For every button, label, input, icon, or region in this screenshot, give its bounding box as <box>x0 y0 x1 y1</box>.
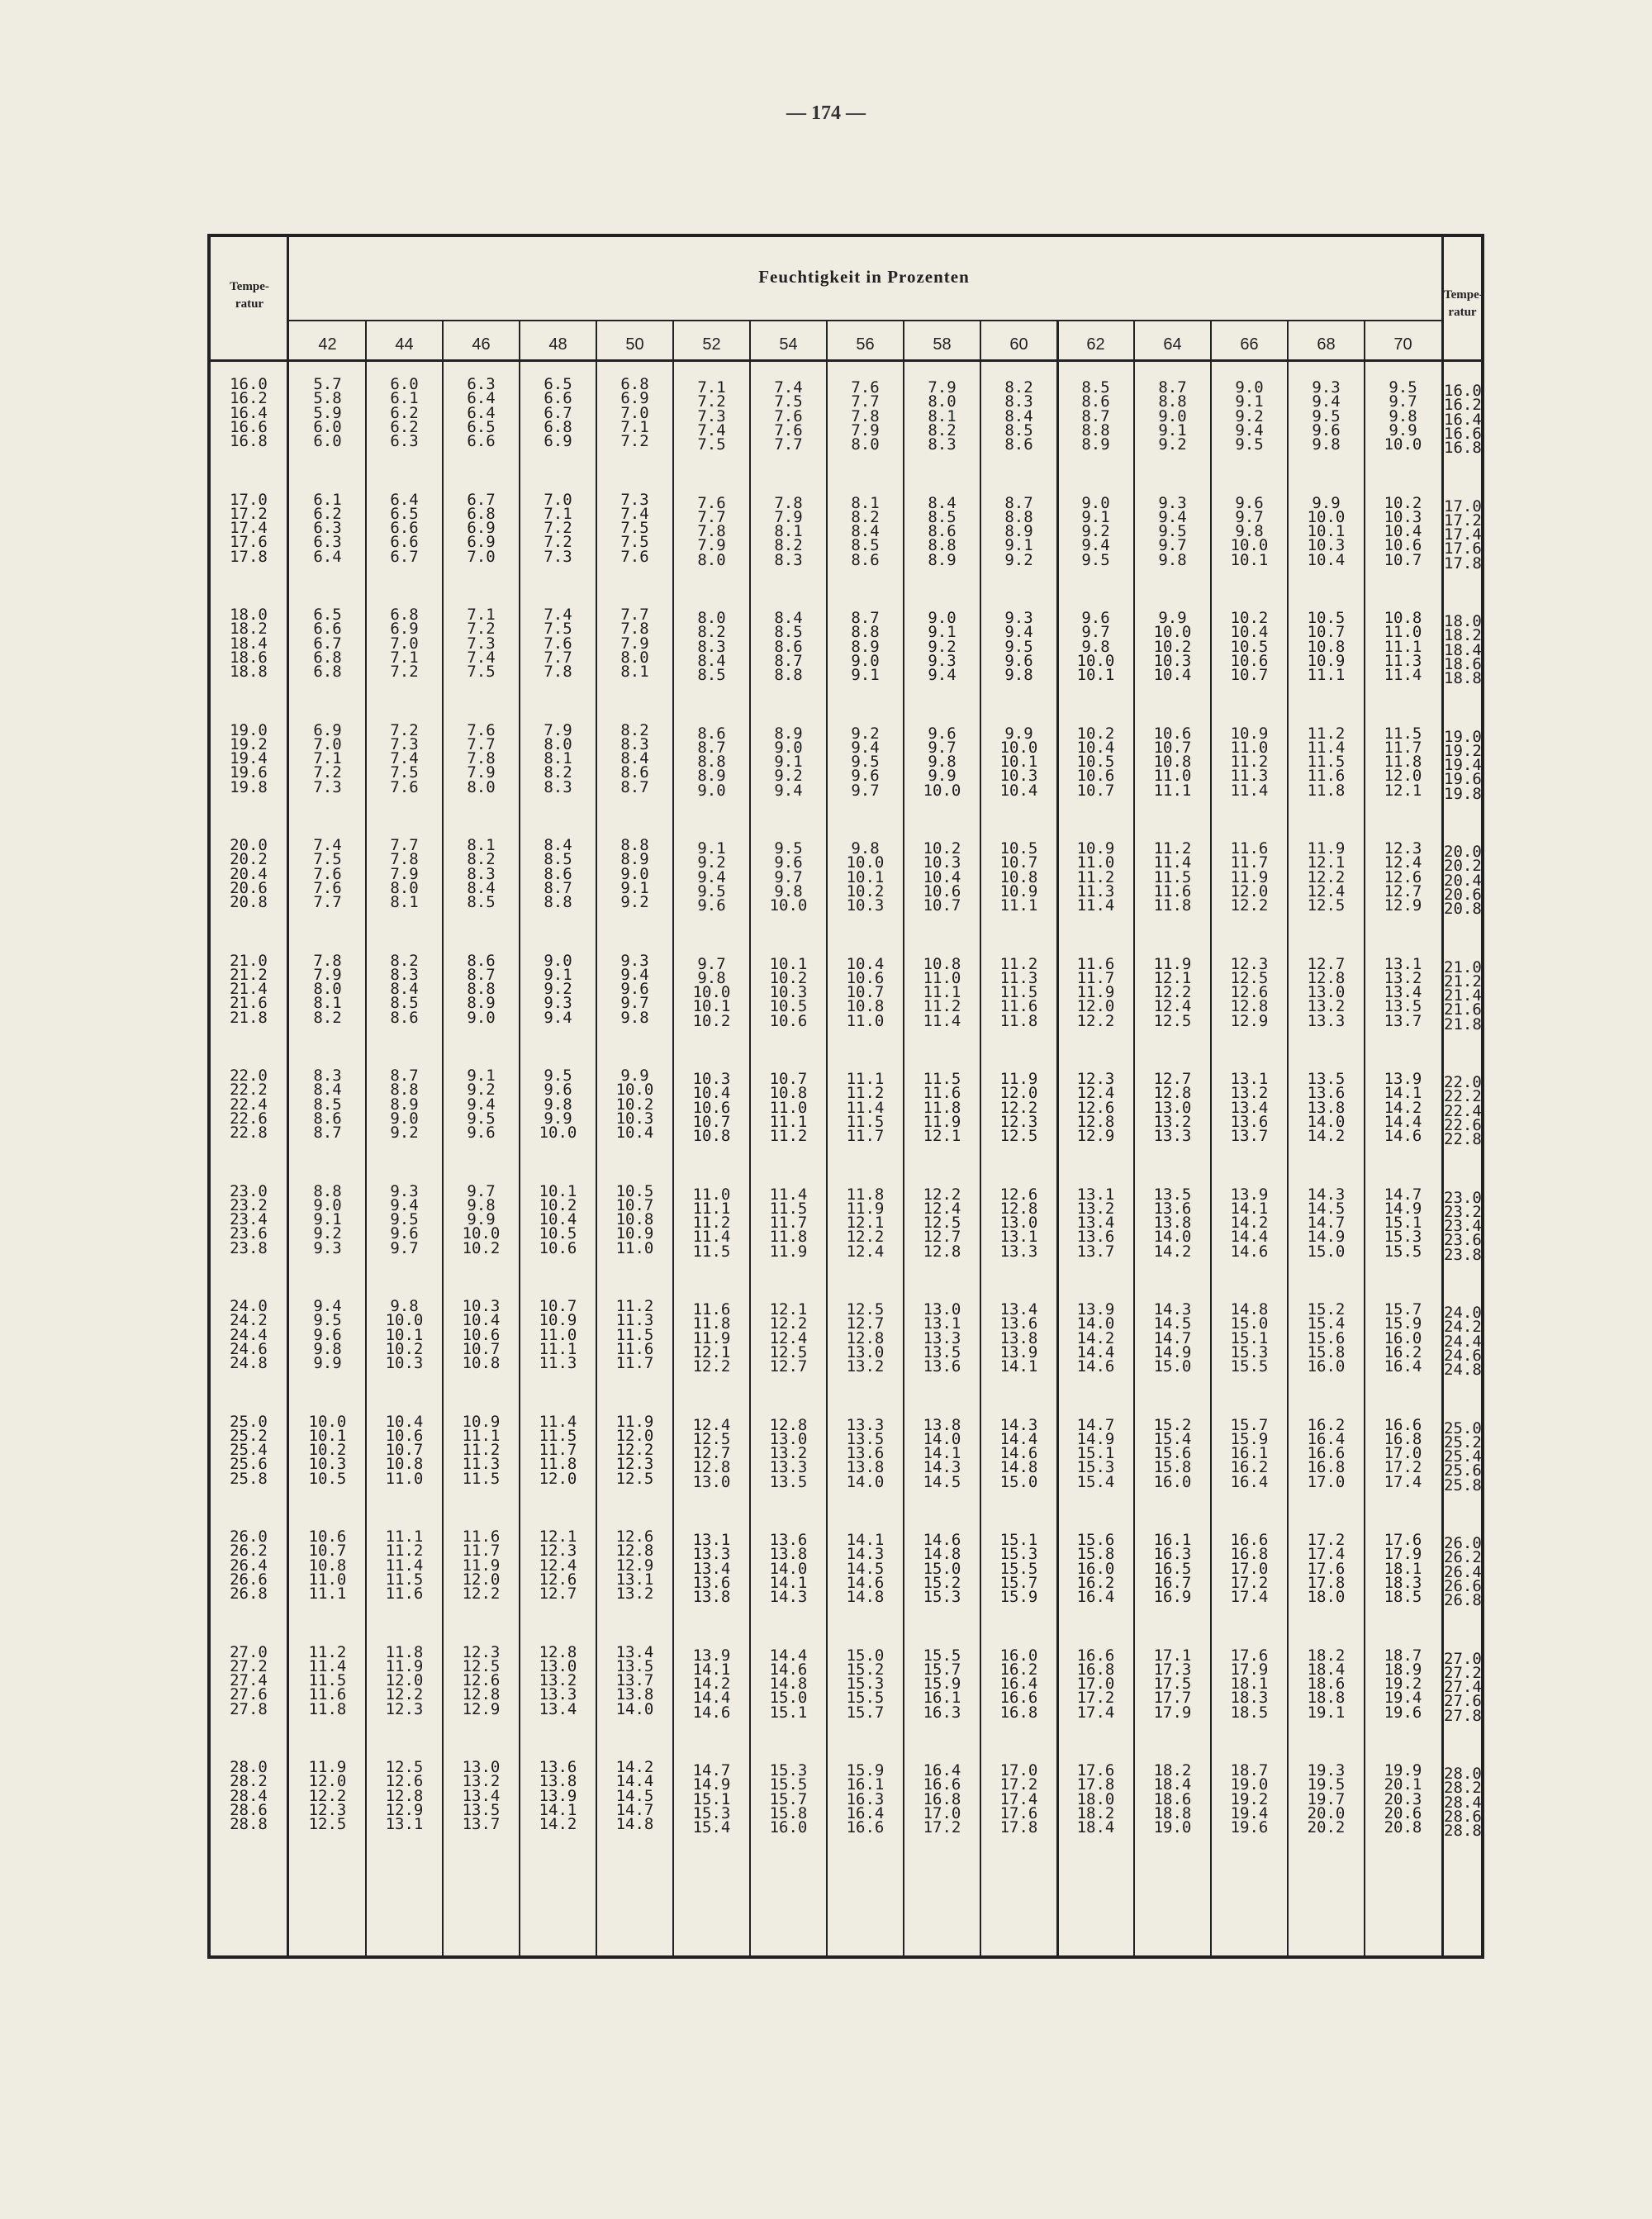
value-block: 7.2 7.3 7.4 7.5 7.6 <box>390 720 419 796</box>
value-block: 11.9 12.0 12.2 12.3 12.5 <box>615 1412 654 1488</box>
value-block: 12.6 12.8 13.0 13.1 13.3 <box>999 1185 1038 1261</box>
value-block: 10.5 10.7 10.8 10.9 11.1 <box>1307 609 1346 685</box>
page-number: — 174 — <box>786 102 866 124</box>
value-block: 9.3 9.4 9.5 9.6 9.8 <box>1312 378 1341 454</box>
temperature-block-right: 18.0 18.2 18.4 18.6 18.8 <box>1444 612 1482 688</box>
temperature-label-left-text: Tempe- ratur <box>230 280 269 311</box>
value-block: 8.1 8.2 8.3 8.4 8.5 <box>467 836 496 912</box>
value-block: 12.8 13.0 13.2 13.3 13.4 <box>539 1642 577 1718</box>
value-block: 9.3 9.4 9.6 9.7 9.8 <box>620 951 649 1027</box>
value-block: 6.5 6.6 6.7 6.8 6.8 <box>313 606 342 682</box>
value-block: 11.9 12.1 12.2 12.4 12.5 <box>1307 839 1346 915</box>
value-block: 11.5 11.6 11.8 11.9 12.1 <box>923 1070 961 1146</box>
temperature-block-right: 17.0 17.2 17.4 17.6 17.8 <box>1444 497 1482 573</box>
column-header-50: 50 <box>625 335 644 354</box>
temperature-block-left: 21.0 21.2 21.4 21.6 21.8 <box>230 951 268 1027</box>
value-block: 13.0 13.1 13.3 13.5 13.6 <box>923 1300 961 1376</box>
value-block: 10.3 10.4 10.6 10.7 10.8 <box>462 1297 501 1373</box>
value-block: 8.2 8.3 8.4 8.6 8.7 <box>620 720 649 796</box>
value-block: 13.9 14.1 14.2 14.4 14.6 <box>1384 1070 1422 1146</box>
value-block: 6.9 7.0 7.1 7.2 7.3 <box>313 720 342 796</box>
value-block: 9.0 9.1 9.2 9.3 9.4 <box>544 951 572 1027</box>
value-block: 12.7 12.8 13.0 13.2 13.3 <box>1153 1070 1192 1146</box>
value-block: 7.7 7.8 7.9 8.0 8.1 <box>390 836 419 912</box>
temperature-block-right: 22.0 22.2 22.4 22.6 22.8 <box>1444 1073 1482 1149</box>
value-block: 13.1 13.3 13.4 13.6 13.8 <box>692 1531 731 1607</box>
value-block: 7.4 7.5 7.6 7.6 7.7 <box>774 378 803 454</box>
temperature-block-right: 24.0 24.2 24.4 24.6 24.8 <box>1444 1304 1482 1380</box>
value-block: 13.3 13.5 13.6 13.8 14.0 <box>846 1415 885 1491</box>
value-block: 8.2 8.3 8.4 8.5 8.6 <box>1004 378 1033 454</box>
value-block: 14.2 14.4 14.5 14.7 14.8 <box>615 1758 654 1834</box>
value-block: 9.8 10.0 10.1 10.2 10.3 <box>846 839 885 915</box>
temperature-block-left: 24.0 24.2 24.4 24.6 24.8 <box>230 1297 268 1373</box>
temperature-block-left: 22.0 22.2 22.4 22.6 22.8 <box>230 1067 268 1143</box>
value-block: 10.1 10.2 10.3 10.5 10.6 <box>769 954 808 1030</box>
value-block: 11.2 11.4 11.5 11.6 11.8 <box>308 1642 347 1718</box>
value-block: 7.9 8.0 8.1 8.2 8.3 <box>928 378 957 454</box>
value-block: 10.9 11.0 11.2 11.3 11.4 <box>1230 724 1269 800</box>
value-block: 12.5 12.7 12.8 13.0 13.2 <box>846 1300 885 1376</box>
value-block: 13.1 13.2 13.4 13.5 13.7 <box>1384 954 1422 1030</box>
value-block: 5.7 5.8 5.9 6.0 6.0 <box>313 375 342 451</box>
value-block: 8.7 8.8 9.0 9.1 9.2 <box>1158 378 1187 454</box>
value-block: 16.0 16.2 16.4 16.6 16.8 <box>999 1646 1038 1722</box>
value-block: 8.8 9.0 9.1 9.2 9.3 <box>313 1181 342 1257</box>
value-block: 7.9 8.0 8.1 8.2 8.3 <box>544 720 572 796</box>
value-block: 9.5 9.6 9.8 9.9 10.0 <box>539 1067 577 1143</box>
value-block: 6.4 6.5 6.6 6.6 6.7 <box>390 490 419 566</box>
temperature-label-right <box>1444 287 1481 321</box>
value-block: 10.0 10.1 10.2 10.3 10.5 <box>308 1412 347 1488</box>
temperature-block-right: 25.0 25.2 25.4 25.6 25.8 <box>1444 1418 1482 1494</box>
value-block: 10.4 10.6 10.7 10.8 11.0 <box>385 1412 424 1488</box>
value-block: 7.4 7.5 7.6 7.6 7.7 <box>313 836 342 912</box>
value-block: 10.1 10.2 10.4 10.5 10.6 <box>539 1181 577 1257</box>
value-block: 16.1 16.3 16.5 16.7 16.9 <box>1153 1531 1192 1607</box>
value-block: 13.5 13.6 13.8 14.0 14.2 <box>1153 1185 1192 1261</box>
value-block: 14.8 15.0 15.1 15.3 15.5 <box>1230 1300 1269 1376</box>
value-block: 8.4 8.5 8.6 8.7 8.8 <box>774 609 803 685</box>
value-block: 16.6 16.8 17.0 17.2 17.4 <box>1384 1415 1422 1491</box>
value-block: 12.3 12.4 12.6 12.8 12.9 <box>1076 1070 1115 1146</box>
column-header-56: 56 <box>856 335 875 354</box>
value-block: 11.6 11.7 11.9 12.0 12.2 <box>1230 839 1269 915</box>
value-block: 8.9 9.0 9.1 9.2 9.4 <box>774 724 803 800</box>
value-block: 18.2 18.4 18.6 18.8 19.1 <box>1307 1646 1346 1722</box>
value-block: 13.9 14.0 14.2 14.4 14.6 <box>1076 1300 1115 1376</box>
value-block: 12.3 12.4 12.6 12.7 12.9 <box>1384 839 1422 915</box>
value-block: 12.8 13.0 13.2 13.3 13.5 <box>769 1415 808 1491</box>
value-block: 12.3 12.5 12.6 12.8 12.9 <box>462 1642 501 1718</box>
value-block: 7.1 7.2 7.3 7.4 7.5 <box>467 606 496 682</box>
value-block: 9.9 10.0 10.2 10.3 10.4 <box>615 1067 654 1143</box>
temperature-block-left: 17.0 17.2 17.4 17.6 17.8 <box>230 490 268 566</box>
value-block: 8.4 8.5 8.6 8.7 8.8 <box>544 836 572 912</box>
value-block: 19.3 19.5 19.7 20.0 20.2 <box>1307 1761 1346 1837</box>
temperature-block-left: 18.0 18.2 18.4 18.6 18.8 <box>230 606 268 682</box>
value-block: 17.0 17.2 17.4 17.6 17.8 <box>999 1761 1038 1837</box>
value-block: 13.1 13.2 13.4 13.6 13.7 <box>1076 1185 1115 1261</box>
value-block: 17.2 17.4 17.6 17.8 18.0 <box>1307 1531 1346 1607</box>
value-block: 10.9 11.0 11.2 11.3 11.4 <box>1076 839 1115 915</box>
value-block: 8.4 8.5 8.6 8.8 8.9 <box>928 493 957 569</box>
value-block: 11.4 11.5 11.7 11.8 11.9 <box>769 1185 808 1261</box>
value-block: 6.8 6.9 7.0 7.1 7.2 <box>390 606 419 682</box>
value-block: 10.9 11.1 11.2 11.3 11.5 <box>462 1412 501 1488</box>
value-block: 11.2 11.3 11.5 11.6 11.8 <box>999 954 1038 1030</box>
value-block: 10.2 10.3 10.4 10.6 10.7 <box>1384 493 1422 569</box>
value-block: 7.6 7.7 7.8 7.9 8.0 <box>467 720 496 796</box>
value-block: 14.3 14.4 14.6 14.8 15.0 <box>999 1415 1038 1491</box>
value-block: 10.7 10.8 11.0 11.1 11.2 <box>769 1070 808 1146</box>
value-block: 11.2 11.4 11.5 11.6 11.8 <box>1153 839 1192 915</box>
value-block: 11.5 11.7 11.8 12.0 12.1 <box>1384 724 1422 800</box>
value-block: 17.6 17.9 18.1 18.3 18.5 <box>1230 1646 1269 1722</box>
value-block: 10.6 10.7 10.8 11.0 11.1 <box>308 1528 347 1604</box>
value-block: 13.5 13.6 13.8 14.0 14.2 <box>1307 1070 1346 1146</box>
header-rule-top <box>289 320 1441 321</box>
column-header-44: 44 <box>395 335 414 354</box>
value-block: 10.8 11.0 11.1 11.3 11.4 <box>1384 609 1422 685</box>
value-block: 8.0 8.2 8.3 8.4 8.5 <box>697 609 726 685</box>
table-title: Feuchtigkeit in Prozenten <box>758 267 970 287</box>
value-block: 11.9 12.0 12.2 12.3 12.5 <box>308 1758 347 1834</box>
value-block: 15.3 15.5 15.7 15.8 16.0 <box>769 1761 808 1837</box>
column-header-42: 42 <box>318 335 337 354</box>
value-block: 15.6 15.8 16.0 16.2 16.4 <box>1076 1531 1115 1607</box>
value-block: 11.6 11.7 11.9 12.0 12.2 <box>462 1528 501 1604</box>
header-rule-bottom <box>211 359 1481 362</box>
value-block: 13.4 13.6 13.8 13.9 14.1 <box>999 1300 1038 1376</box>
value-block: 7.6 7.7 7.8 7.9 8.0 <box>697 493 726 569</box>
value-block: 9.1 9.2 9.4 9.5 9.6 <box>467 1067 496 1143</box>
value-block: 13.8 14.0 14.1 14.3 14.5 <box>923 1415 961 1491</box>
value-block: 19.9 20.1 20.3 20.6 20.8 <box>1384 1761 1422 1837</box>
value-block: 11.9 12.0 12.2 12.3 12.5 <box>999 1070 1038 1146</box>
value-block: 9.7 9.8 9.9 10.0 10.2 <box>462 1181 501 1257</box>
temperature-block-right: 19.0 19.2 19.4 19.6 19.8 <box>1444 727 1482 803</box>
value-block: 7.7 7.8 7.9 8.0 8.1 <box>620 606 649 682</box>
value-block: 9.3 9.4 9.5 9.7 9.8 <box>1158 493 1187 569</box>
temperature-block-right: 27.0 27.2 27.4 27.6 27.8 <box>1444 1649 1482 1725</box>
temperature-block-right: 26.0 26.2 26.4 26.6 26.8 <box>1444 1534 1482 1610</box>
value-block: 7.1 7.2 7.3 7.4 7.5 <box>697 378 726 454</box>
value-block: 9.5 9.7 9.8 9.9 10.0 <box>1384 378 1422 454</box>
value-block: 16.6 16.8 17.0 17.2 17.4 <box>1076 1646 1115 1722</box>
value-block: 6.1 6.2 6.3 6.3 6.4 <box>313 490 342 566</box>
value-block: 9.9 10.0 10.2 10.3 10.4 <box>1153 609 1192 685</box>
value-block: 11.1 11.2 11.4 11.5 11.6 <box>385 1528 424 1604</box>
column-header-48: 48 <box>548 335 567 354</box>
value-block: 15.7 15.9 16.1 16.2 16.4 <box>1230 1415 1269 1491</box>
value-block: 11.6 11.8 11.9 12.1 12.2 <box>692 1300 731 1376</box>
column-header-52: 52 <box>702 335 721 354</box>
value-block: 9.7 9.8 10.0 10.1 10.2 <box>692 954 731 1030</box>
value-block: 7.3 7.4 7.5 7.5 7.6 <box>620 490 649 566</box>
value-block: 12.4 12.5 12.7 12.8 13.0 <box>692 1415 731 1491</box>
temperature-block-right: 20.0 20.2 20.4 20.6 20.8 <box>1444 843 1482 919</box>
value-block: 6.8 6.9 7.0 7.1 7.2 <box>620 375 649 451</box>
value-block: 11.4 11.5 11.7 11.8 12.0 <box>539 1412 577 1488</box>
value-block: 10.2 10.4 10.5 10.6 10.7 <box>1076 724 1115 800</box>
column-header-54: 54 <box>779 335 798 354</box>
value-block: 9.3 9.4 9.5 9.6 9.8 <box>1004 609 1033 685</box>
value-block: 7.6 7.7 7.8 7.9 8.0 <box>851 378 880 454</box>
value-block: 15.9 16.1 16.3 16.4 16.6 <box>846 1761 885 1837</box>
column-header-46: 46 <box>472 335 491 354</box>
value-block: 15.2 15.4 15.6 15.8 16.0 <box>1153 1415 1192 1491</box>
value-block: 12.3 12.5 12.6 12.8 12.9 <box>1230 954 1269 1030</box>
value-block: 9.5 9.6 9.7 9.8 10.0 <box>769 839 808 915</box>
value-block: 9.8 10.0 10.1 10.2 10.3 <box>385 1297 424 1373</box>
value-block: 6.5 6.6 6.7 6.8 6.9 <box>544 375 572 451</box>
value-block: 14.6 14.8 15.0 15.2 15.3 <box>923 1531 961 1607</box>
value-block: 9.0 9.1 9.2 9.4 9.5 <box>1081 493 1110 569</box>
value-block: 16.6 16.8 17.0 17.2 17.4 <box>1230 1531 1269 1607</box>
column-header-70: 70 <box>1393 335 1412 354</box>
value-block: 9.0 9.1 9.2 9.4 9.5 <box>1235 378 1264 454</box>
value-block: 8.6 8.7 8.8 8.9 9.0 <box>697 724 726 800</box>
temperature-block-left: 25.0 25.2 25.4 25.6 25.8 <box>230 1412 268 1488</box>
value-block: 10.5 10.7 10.8 10.9 11.0 <box>615 1181 654 1257</box>
value-block: 10.4 10.6 10.7 10.8 11.0 <box>846 954 885 1030</box>
value-block: 9.6 9.7 9.8 9.9 10.0 <box>923 724 961 800</box>
value-block: 8.7 8.8 8.9 9.0 9.2 <box>390 1067 419 1143</box>
column-header-58: 58 <box>933 335 952 354</box>
temperature-block-right: 16.0 16.2 16.4 16.6 16.8 <box>1444 382 1482 458</box>
column-header-64: 64 <box>1163 335 1182 354</box>
value-block: 13.1 13.2 13.4 13.6 13.7 <box>1230 1070 1269 1146</box>
value-block: 9.2 9.4 9.5 9.6 9.7 <box>851 724 880 800</box>
value-block: 13.0 13.2 13.4 13.5 13.7 <box>462 1758 501 1834</box>
value-block: 11.6 11.7 11.9 12.0 12.2 <box>1076 954 1115 1030</box>
value-block: 11.9 12.1 12.2 12.4 12.5 <box>1153 954 1192 1030</box>
value-block: 8.6 8.7 8.8 8.9 9.0 <box>467 951 496 1027</box>
temperature-block-left: 16.0 16.2 16.4 16.6 16.8 <box>230 375 268 451</box>
value-block: 15.7 15.9 16.0 16.2 16.4 <box>1384 1300 1422 1376</box>
value-block: 7.0 7.1 7.2 7.2 7.3 <box>544 490 572 566</box>
temperature-block-right: 21.0 21.2 21.4 21.6 21.8 <box>1444 957 1482 1033</box>
value-block: 16.4 16.6 16.8 17.0 17.2 <box>923 1761 961 1837</box>
value-block: 11.8 11.9 12.1 12.2 12.4 <box>846 1185 885 1261</box>
value-block: 10.6 10.7 10.8 11.0 11.1 <box>1153 724 1192 800</box>
value-block: 13.6 13.8 14.0 14.1 14.3 <box>769 1531 808 1607</box>
value-block: 15.2 15.4 15.6 15.8 16.0 <box>1307 1300 1346 1376</box>
value-block: 7.8 7.9 8.0 8.1 8.2 <box>313 951 342 1027</box>
value-block: 6.0 6.1 6.2 6.2 6.3 <box>390 375 419 451</box>
value-block: 14.7 14.9 15.1 15.3 15.4 <box>692 1761 731 1837</box>
value-block: 9.9 10.0 10.1 10.3 10.4 <box>999 724 1038 800</box>
value-block: 14.3 14.5 14.7 14.9 15.0 <box>1153 1300 1192 1376</box>
humidity-table <box>207 234 1484 1959</box>
value-block: 15.1 15.3 15.5 15.7 15.9 <box>999 1531 1038 1607</box>
value-block: 8.7 8.8 8.9 9.1 9.2 <box>1004 493 1033 569</box>
value-block: 13.9 14.1 14.2 14.4 14.6 <box>692 1646 731 1722</box>
temperature-block-right: 28.0 28.2 28.4 28.6 28.8 <box>1444 1765 1482 1841</box>
value-block: 8.5 8.6 8.7 8.8 8.9 <box>1081 378 1110 454</box>
value-block: 12.5 12.6 12.8 12.9 13.1 <box>385 1758 424 1834</box>
value-block: 9.3 9.4 9.5 9.6 9.7 <box>390 1181 419 1257</box>
column-header-68: 68 <box>1317 335 1336 354</box>
value-block: 14.7 14.9 15.1 15.3 15.5 <box>1384 1185 1422 1261</box>
value-block: 11.2 11.3 11.5 11.6 11.7 <box>615 1297 654 1373</box>
value-block: 9.6 9.7 9.8 10.0 10.1 <box>1230 493 1269 569</box>
value-block: 9.0 9.1 9.2 9.3 9.4 <box>928 609 957 685</box>
value-block: 10.5 10.7 10.8 10.9 11.1 <box>999 839 1038 915</box>
value-block: 15.5 15.7 15.9 16.1 16.3 <box>923 1646 961 1722</box>
value-block: 10.7 10.9 11.0 11.1 11.3 <box>539 1297 577 1373</box>
value-block: 18.7 18.9 19.2 19.4 19.6 <box>1384 1646 1422 1722</box>
column-header-62: 62 <box>1086 335 1105 354</box>
temperature-label-left <box>212 278 287 313</box>
value-block: 8.1 8.2 8.4 8.5 8.6 <box>851 493 880 569</box>
value-block: 10.3 10.4 10.6 10.7 10.8 <box>692 1070 731 1146</box>
value-block: 17.6 17.9 18.1 18.3 18.5 <box>1384 1531 1422 1607</box>
temperature-block-right: 23.0 23.2 23.4 23.6 23.8 <box>1444 1188 1482 1264</box>
temperature-block-left: 27.0 27.2 27.4 27.6 27.8 <box>230 1642 268 1718</box>
value-block: 7.8 7.9 8.1 8.2 8.3 <box>774 493 803 569</box>
value-block: 12.1 12.2 12.4 12.5 12.7 <box>769 1300 808 1376</box>
column-header-60: 60 <box>1009 335 1028 354</box>
value-block: 8.3 8.4 8.5 8.6 8.7 <box>313 1067 342 1143</box>
value-block: 10.2 10.3 10.4 10.6 10.7 <box>923 839 961 915</box>
value-block: 9.9 10.0 10.1 10.3 10.4 <box>1307 493 1346 569</box>
value-block: 12.1 12.3 12.4 12.6 12.7 <box>539 1528 577 1604</box>
value-block: 11.8 11.9 12.0 12.2 12.3 <box>385 1642 424 1718</box>
temperature-block-left: 19.0 19.2 19.4 19.6 19.8 <box>230 720 268 796</box>
value-block: 14.1 14.3 14.5 14.6 14.8 <box>846 1531 885 1607</box>
value-block: 18.2 18.4 18.6 18.8 19.0 <box>1153 1761 1192 1837</box>
value-block: 9.6 9.7 9.8 10.0 10.1 <box>1076 609 1115 685</box>
value-block: 15.0 15.2 15.3 15.5 15.7 <box>846 1646 885 1722</box>
value-block: 12.7 12.8 13.0 13.2 13.3 <box>1307 954 1346 1030</box>
value-block: 10.8 11.0 11.1 11.2 11.4 <box>923 954 961 1030</box>
value-block: 14.7 14.9 15.1 15.3 15.4 <box>1076 1415 1115 1491</box>
temperature-block-left: 23.0 23.2 23.4 23.6 23.8 <box>230 1181 268 1257</box>
value-block: 12.2 12.4 12.5 12.7 12.8 <box>923 1185 961 1261</box>
value-block: 16.2 16.4 16.6 16.8 17.0 <box>1307 1415 1346 1491</box>
value-block: 11.1 11.2 11.4 11.5 11.7 <box>846 1070 885 1146</box>
value-block: 13.6 13.8 13.9 14.1 14.2 <box>539 1758 577 1834</box>
temperature-block-left: 28.0 28.2 28.4 28.6 28.8 <box>230 1758 268 1834</box>
value-block: 14.4 14.6 14.8 15.0 15.1 <box>769 1646 808 1722</box>
column-header-66: 66 <box>1240 335 1259 354</box>
value-block: 9.4 9.5 9.6 9.8 9.9 <box>313 1297 342 1373</box>
value-block: 17.1 17.3 17.5 17.7 17.9 <box>1153 1646 1192 1722</box>
value-block: 8.2 8.3 8.4 8.5 8.6 <box>390 951 419 1027</box>
value-block: 9.1 9.2 9.4 9.5 9.6 <box>697 839 726 915</box>
value-block: 14.3 14.5 14.7 14.9 15.0 <box>1307 1185 1346 1261</box>
value-block: 8.7 8.8 8.9 9.0 9.1 <box>851 609 880 685</box>
temperature-block-left: 20.0 20.2 20.4 20.6 20.8 <box>230 836 268 912</box>
value-block: 6.7 6.8 6.9 6.9 7.0 <box>467 490 496 566</box>
value-block: 11.0 11.1 11.2 11.4 11.5 <box>692 1185 731 1261</box>
value-block: 7.4 7.5 7.6 7.7 7.8 <box>544 606 572 682</box>
temperature-label-right-text: Tempe- ratur <box>1444 288 1483 319</box>
temperature-block-left: 26.0 26.2 26.4 26.6 26.8 <box>230 1528 268 1604</box>
value-block: 12.6 12.8 12.9 13.1 13.2 <box>615 1528 654 1604</box>
value-block: 8.8 8.9 9.0 9.1 9.2 <box>620 836 649 912</box>
value-block: 13.4 13.5 13.7 13.8 14.0 <box>615 1642 654 1718</box>
value-block: 18.7 19.0 19.2 19.4 19.6 <box>1230 1761 1269 1837</box>
value-block: 17.6 17.8 18.0 18.2 18.4 <box>1076 1761 1115 1837</box>
value-block: 6.3 6.4 6.4 6.5 6.6 <box>467 375 496 451</box>
value-block: 11.2 11.4 11.5 11.6 11.8 <box>1307 724 1346 800</box>
value-block: 10.2 10.4 10.5 10.6 10.7 <box>1230 609 1269 685</box>
value-block: 13.9 14.1 14.2 14.4 14.6 <box>1230 1185 1269 1261</box>
